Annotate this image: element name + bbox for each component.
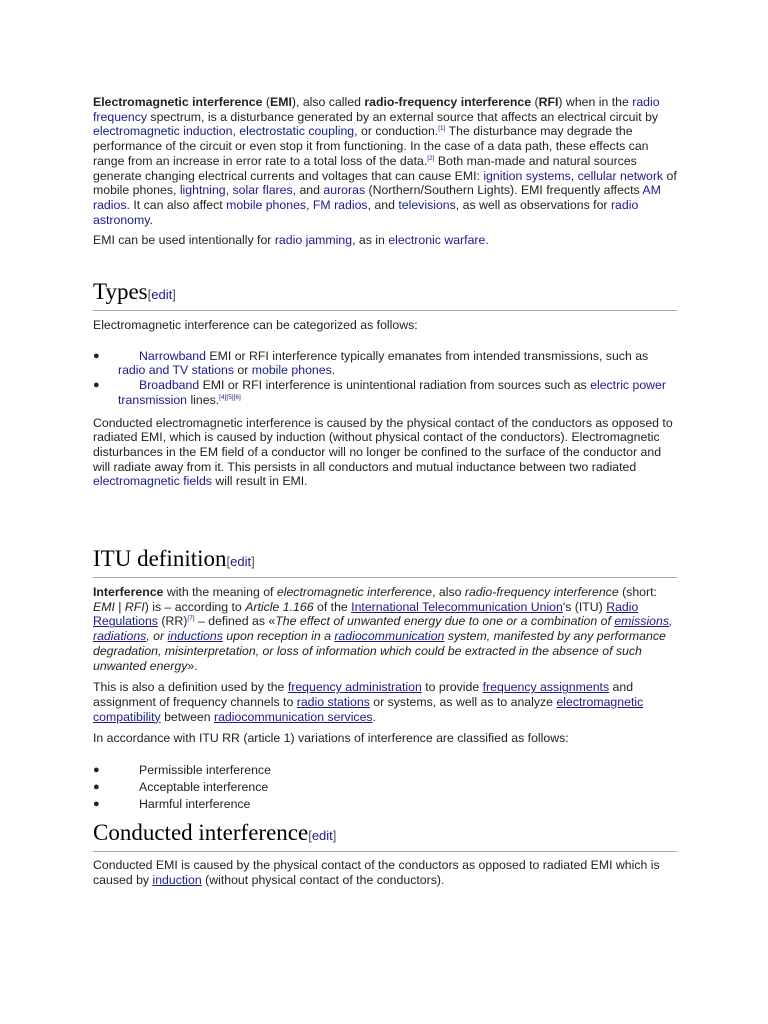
edit-bracket: ] [251,554,255,570]
reference-4-5-6[interactable]: [4][5][6] [219,393,241,401]
intro-text: of mobile phones, [93,168,677,198]
para-emphasis: electromagnetic interference [276,585,433,600]
intro-text: . It can also affect [126,197,227,212]
intro-text: ), also called [291,95,365,109]
link-electrostatic-coupling[interactable]: electrostatic coupling [239,124,355,139]
rfi-term: radio-frequency interference [364,95,532,109]
para-text: (short: [618,585,657,600]
types-lead: Electromagnetic interference can be categorized as follows: [93,318,418,333]
link-radio-tv-stations[interactable]: radio and TV stations [118,363,234,378]
intro-text: , and [367,197,399,212]
heading-text: Types [93,279,148,305]
section-heading-conducted-interference [93,821,677,852]
emi-abbr: EMI [270,95,292,109]
para-text: Conducted EMI is caused by the physical contact of the conductors as opposed to radiated EMI which is caused by [93,858,660,887]
link-mobile-phones[interactable]: mobile phones [226,197,307,212]
itu-paragraph-3: In accordance with ITU RR (article 1) variations of interference are classified as follows: [93,731,569,746]
bullet-icon: ● [93,798,100,811]
link-radiocommunication-services[interactable]: radiocommunication services [214,709,373,724]
article-body [93,95,677,888]
edit-bracket: [ [308,828,312,844]
rfi-abbr: RFI [538,95,559,109]
list-item [93,779,677,796]
para-text: | [114,599,125,614]
link-radio-stations[interactable]: radio stations [296,694,370,709]
intro-text: , or conduction. [354,124,439,139]
intro2-text: , as in [352,233,389,248]
edit-link-conducted[interactable]: edit [311,828,333,844]
link-electromagnetic-compatibility[interactable]: electromagnetic compatibility [93,694,644,724]
link-am-radios[interactable]: AM radios [93,183,661,212]
intro-paragraph-2 [93,233,677,248]
itu-paragraph-2 [93,680,677,724]
para-emphasis: EMI [93,599,115,614]
para-text: of the [313,599,352,614]
link-electric-power-transmission[interactable]: electric power transmission [118,378,666,407]
types-list [93,349,677,408]
intro-text: , [232,124,240,139]
list-item [93,796,677,813]
heading-text: ITU definition [93,546,227,572]
emi-term: Electromagnetic interference [93,95,263,109]
list-text: . [331,363,336,378]
para-text: Conducted electromagnetic interference is caused by the physical contact of the conductors as opposed to radiated EMI, which is caused by induction (without physical contact of the conductors). Electromagnetic disturbances in the EM field of a conductor will no longer be confined to the surface of the conductor and will radiate away from it. This persists in all conductors and mutual inductance between two radiated [93,415,673,474]
edit-bracket: ] [172,287,176,303]
link-inductions[interactable]: inductions [167,629,223,644]
intro-text: (Northern/Southern Lights). EMI frequently affects [365,183,643,198]
intro-text: spectrum, is a disturbance generated by an external source that affects an electrical circuit by [147,109,659,124]
link-electromagnetic-fields[interactable]: electromagnetic fields [93,474,212,489]
link-lightning[interactable]: lightning [179,183,226,198]
list-text: EMI or RFI interference typically emanates from intended transmissions, such as [206,348,649,363]
itu-paragraph-1 [93,585,677,673]
list-item-text: Harmful interference [139,797,251,812]
reference-1[interactable]: [1] [438,125,446,133]
para-text: or systems, as well as to analyze [369,694,557,709]
list-item [93,762,677,779]
reference-7[interactable]: [7] [187,615,195,623]
intro-text: , [570,168,578,183]
para-text: . [372,709,376,724]
para-emphasis: RFI [124,599,145,614]
para-text: to provide [421,680,483,695]
section-heading-itu-definition [93,547,677,578]
list-item [93,349,677,378]
para-text: will result in EMI. [211,474,308,489]
link-induction[interactable]: induction [152,872,202,887]
para-text: This is also a definition used by the [93,680,288,695]
para-emphasis: radio-frequency interference [464,585,619,600]
para-emphasis: system, manifested by any performance degradation, misinterpretation, or loss of information which could be extracted in the absence of such unwanted energy [93,629,666,673]
link-electromagnetic-induction[interactable]: electromagnetic induction [93,124,233,139]
intro-text: , and [292,183,324,198]
link-radiocommunication[interactable]: radiocommunication [334,629,445,644]
link-solar-flares[interactable]: solar flares [232,183,293,198]
link-radiations[interactable]: radiations [93,629,147,644]
interference-term: Interference [93,585,164,600]
link-emissions[interactable]: emissions [614,614,669,629]
intro2-text: . [485,233,489,248]
list-item-text: Acceptable interference [139,780,269,795]
link-televisions[interactable]: televisions [398,197,456,212]
section-heading-types [93,280,677,311]
list-text: or [233,363,252,378]
para-text: and assignment of frequency channels to [93,680,634,709]
link-radio-frequency[interactable]: radio frequency [93,95,660,124]
para-emphasis: Article 1.166 [245,599,314,614]
link-electronic-warfare[interactable]: electronic warfare [388,233,486,248]
para-text: ». [187,658,198,673]
para-text: 's (ITU) [562,599,607,614]
bullet-icon: ● [93,764,100,777]
intro-text: ) when in the [558,95,633,109]
bullet-icon: ● [93,781,100,794]
intro-text: , [225,183,233,198]
heading-text: Conducted interference [93,820,309,846]
para-text: (RR) [157,614,188,629]
para-emphasis: The effect of unwanted energy due to one or a combination of [275,614,615,629]
interference-classes-list [93,762,677,813]
link-radio-jamming[interactable]: radio jamming [274,233,353,248]
edit-link-types[interactable]: edit [151,287,173,303]
para-text: – defined as « [194,614,276,629]
conducted-paragraph [93,858,677,887]
intro-text: , [306,197,313,212]
edit-bracket: [ [226,554,231,570]
intro2-text: EMI can be used intentionally for [93,233,275,248]
intro-text: . [149,212,153,227]
intro-text: , as well as observations for [455,197,611,212]
link-ignition-systems[interactable]: ignition systems [483,168,571,183]
link-mobile-phones[interactable]: mobile phones [251,363,332,378]
intro-text: The disturbance may degrade the performance of the circuit or even stop it from functioning. In the case of a data path, these effects can range from an increase in error rate to a total loss of the data. [93,124,649,168]
edit-bracket: ] [332,828,337,844]
edit-link-itu[interactable]: edit [230,554,252,570]
link-radio-regulations[interactable]: Radio Regulations [93,599,639,629]
para-emphasis: upon reception in a [222,629,335,644]
para-text: (without physical contact of the conductors). [201,872,445,887]
para-text: , also [432,585,465,600]
link-frequency-administration[interactable]: frequency administration [287,680,422,695]
bullet-icon: ● [93,349,100,362]
link-cellular-network[interactable]: cellular network [577,168,664,183]
reference-2[interactable]: [2] [427,154,435,162]
intro-text: Both man-made and natural sources generate changing electrical currents and voltages that can cause EMI: [93,153,637,183]
link-frequency-assignments[interactable]: frequency assignments [482,680,610,695]
link-auroras[interactable]: auroras [323,183,366,198]
edit-bracket: [ [147,287,152,303]
bullet-icon: ● [93,379,100,392]
para-text: ) is – according to [144,599,246,614]
link-narrowband[interactable]: Narrowband [139,348,206,363]
para-text: with the meaning of [163,585,277,600]
link-radio-astronomy[interactable]: radio astronomy [93,197,639,227]
intro-paragraph: Electromagnetic interference (EMI), also called radio-frequency interference (RFI) when in the radio frequency spectrum, is a disturbance generated by an external source that affects an electrical circuit by electromagnetic induction, electrostatic coupling, or conduction.[1] The disturbance may degrade the performance of the circuit or even stop it from functioning. In the case of a data path, these effects can range from an increase in error rate to a total loss of the data.[2] Both man-made and natural sources generate changing electrical currents and voltages that can cause EMI: ignition systems, cellular network of mobile phones, lightning, solar flares, and auroras (Northern/Southern Lights). EMI frequently affects AM radios. It can also affect mobile phones, FM radios, and televisions, as well as observations for radio astronomy. [93,95,677,227]
link-fm-radios[interactable]: FM radios [312,197,368,212]
list-text: EMI or RFI interference is unintentional radiation from sources such as [199,378,591,393]
types-paragraph [93,416,677,490]
list-item-text: Permissible interference [139,763,271,778]
list-text: lines. [187,392,220,407]
link-itu[interactable]: International Telecommunication Union [351,599,563,614]
para-emphasis: , [669,614,673,629]
link-broadband[interactable]: Broadband [139,378,200,393]
para-text: between [160,709,214,724]
para-emphasis: , or [146,629,168,644]
list-item [93,378,677,407]
